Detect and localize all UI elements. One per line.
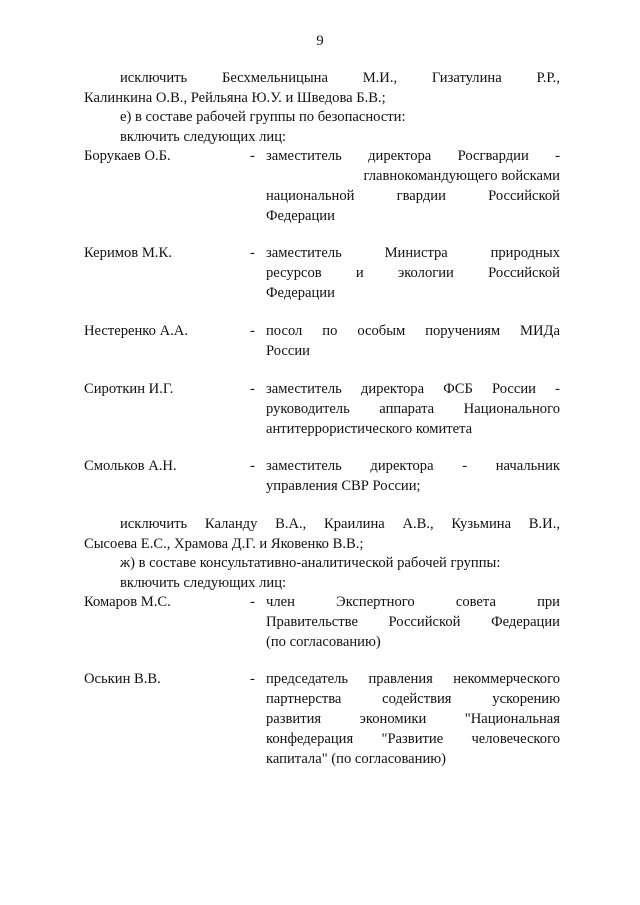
person-name: Смольков А.Н.: [84, 458, 177, 474]
dash: -: [250, 323, 255, 339]
position-line: руководитель аппарата Национального: [266, 401, 560, 417]
word: Краилина: [324, 516, 385, 532]
page-number: 9: [316, 33, 324, 49]
position-line: заместитель директора Росгвардии -: [266, 148, 560, 164]
person-name: Комаров М.С.: [84, 594, 171, 610]
person-position: [266, 592, 560, 652]
word: Гизатулина: [431, 70, 502, 86]
position-line: член Экспертного совета при: [266, 594, 560, 610]
section-e-heading: е) в составе рабочей группы по безопасности:: [120, 109, 406, 125]
word: А.В.,: [402, 516, 434, 532]
position-line: заместитель директора ФСБ России -: [266, 381, 560, 397]
position-line: развития экономики "Национальная: [266, 711, 560, 727]
word: В.А.,: [275, 516, 307, 532]
position-line: конфедерация "Развитие человеческого: [266, 731, 560, 747]
dash: -: [250, 594, 255, 610]
position-line: ресурсов и экологии Российской: [266, 265, 560, 281]
person-name: Борукаев О.Б.: [84, 148, 171, 164]
person-name: Керимов М.К.: [84, 245, 172, 261]
position-line: Федерации: [266, 285, 335, 301]
position-line: партнерства содействия ускорению: [266, 691, 560, 707]
exclude-line-e-2: Калинкина О.В., Рейльяна Ю.У. и Шведова Б.В.;: [84, 90, 386, 106]
word: исключить: [120, 516, 188, 532]
exclude-line-e-1: [120, 68, 560, 88]
person-name: Сироткин И.Г.: [84, 381, 174, 397]
dash: -: [250, 245, 255, 261]
position-line: управления СВР России;: [266, 478, 421, 494]
dash: -: [250, 381, 255, 397]
word: Каланду: [204, 516, 258, 532]
position-line: России: [266, 343, 310, 359]
section-zh-heading: ж) в составе консультативно-аналитической рабочей группы:: [120, 555, 501, 571]
position-line: Правительстве Российской Федерации: [266, 614, 560, 630]
person-position: [266, 321, 560, 361]
person-position: [266, 669, 560, 769]
word: исключить: [120, 70, 188, 86]
person-name: Нестеренко А.А.: [84, 323, 188, 339]
dash: -: [250, 148, 255, 164]
position-line: посол по особым поручениям МИДа: [266, 323, 560, 339]
position-line: заместитель Министра природных: [266, 245, 560, 261]
person-position: [266, 243, 560, 303]
position-line: главнокомандующего войсками: [363, 168, 560, 184]
position-line: национальной гвардии Российской: [266, 188, 560, 204]
position-line: председатель правления некоммерческого: [266, 671, 560, 687]
word: Р.Р.,: [536, 70, 560, 86]
include-label-e: включить следующих лиц:: [120, 129, 287, 145]
exclude-line-zh-1: [120, 514, 560, 534]
word: Кузьмина: [451, 516, 512, 532]
position-line: капитала" (по согласованию): [266, 751, 447, 767]
include-label-zh: включить следующих лиц:: [120, 575, 287, 591]
exclude-line-zh-2: Сысоева Е.С., Храмова Д.Г. и Яковенко В.В.;: [84, 536, 364, 552]
word: Бесхмельницына: [221, 70, 328, 86]
position-line: антитеррористического комитета: [266, 421, 473, 437]
word: М.И.,: [362, 70, 398, 86]
dash: -: [250, 671, 255, 687]
position-line: Федерации: [266, 208, 335, 224]
person-position: [266, 379, 560, 439]
person-name: Оськин В.В.: [84, 671, 161, 687]
person-position: [266, 456, 560, 496]
position-line: заместитель директора - начальник: [266, 458, 560, 474]
position-line: (по согласованию): [266, 634, 381, 650]
word: В.И.,: [528, 516, 561, 532]
person-position: [266, 146, 560, 226]
dash: -: [250, 458, 255, 474]
